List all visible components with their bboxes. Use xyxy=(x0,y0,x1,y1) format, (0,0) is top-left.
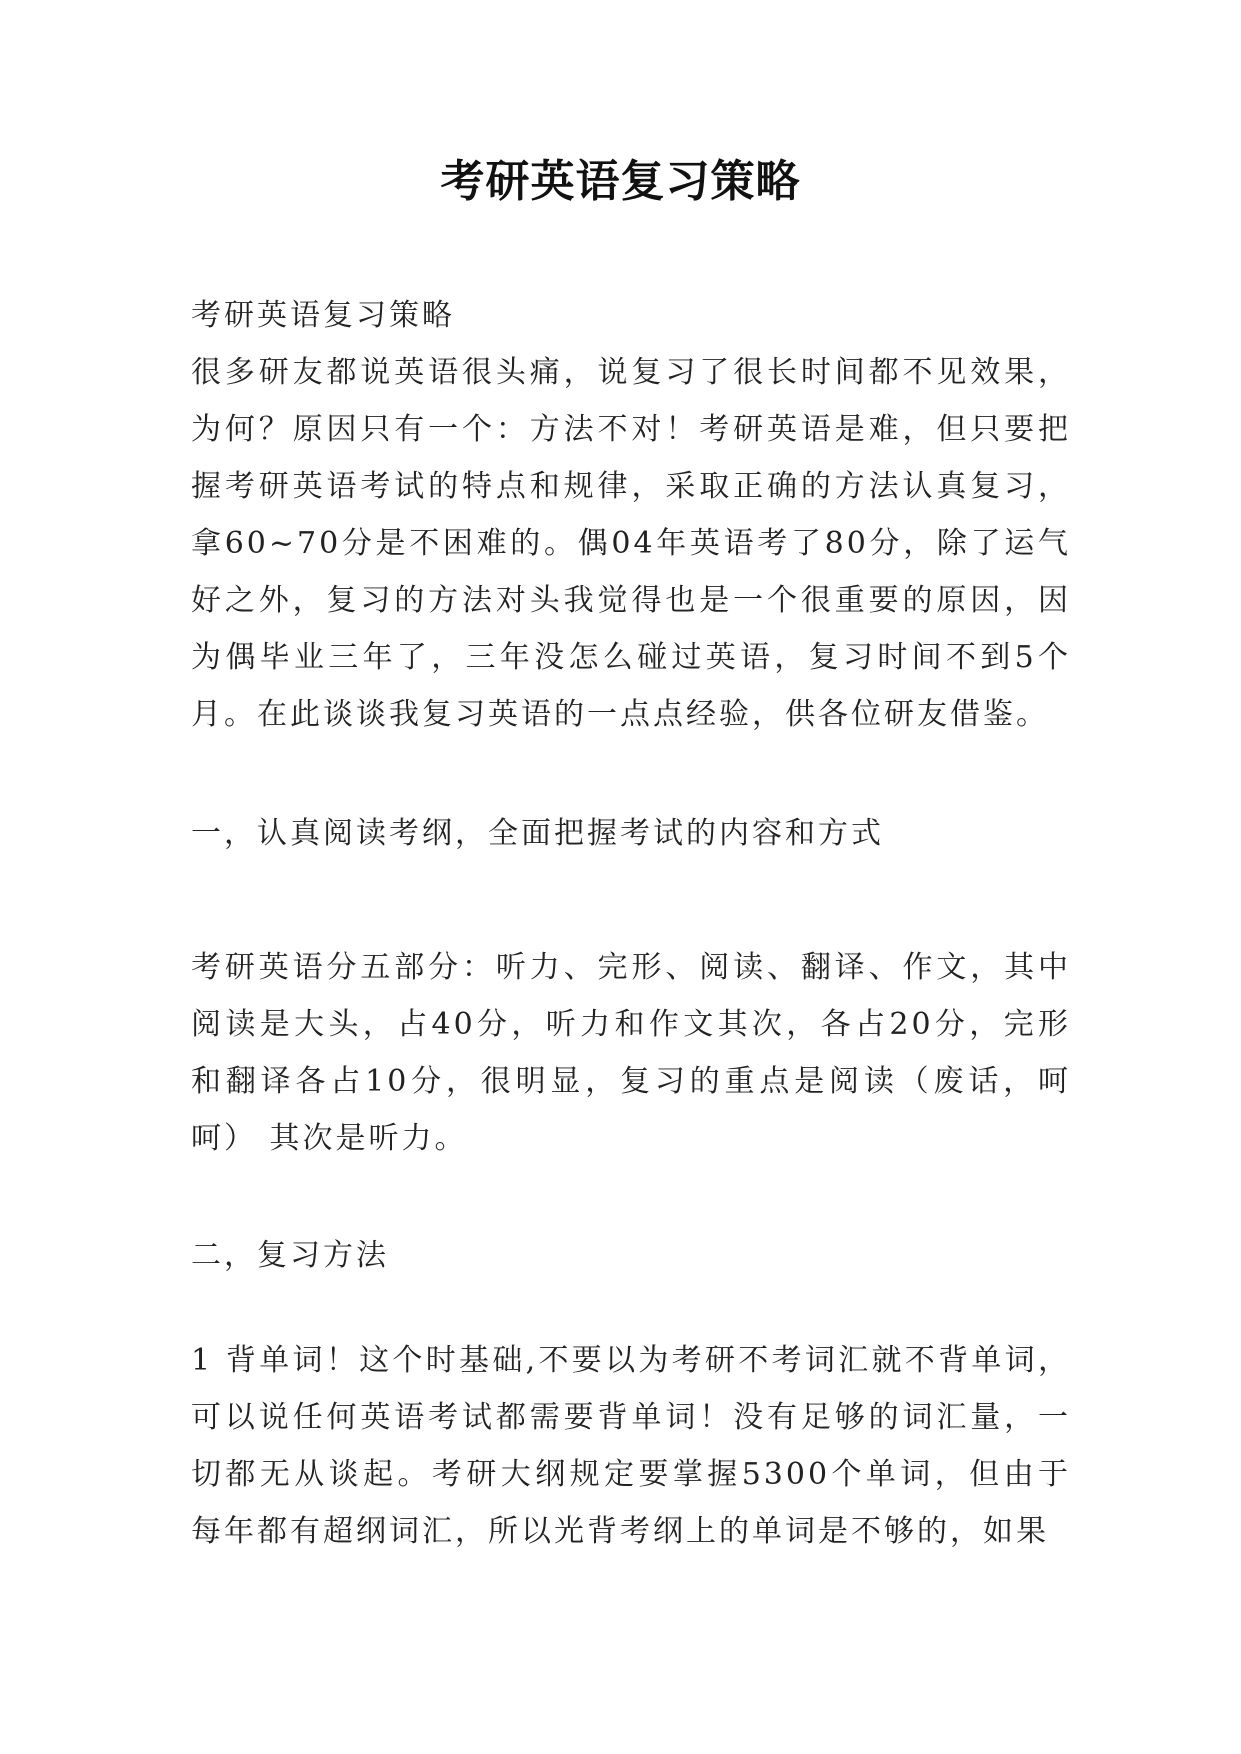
document-subtitle: 考研英语复习策略 xyxy=(191,298,455,333)
section-1-heading: 一，认真阅读考纲，全面把握考试的内容和方式 xyxy=(191,816,884,851)
intro-paragraph: 很多研友都说英语很头痛，说复习了很长时间都不见效果，为何？原因只有一个：方法不对！考研英语是难，但只要把握考研英语考试的特点和规律，采取正确的方法认真复习，拿60~70分是不困难的。偶04年英语考了80分，除了运气好之外，复习的方法对头我觉得也是一个很重要的原因，因为偶毕业三年了，三年没怎么碰过英语，复习时间不到5个月。在此谈谈我复习英语的一点点经验，供各位研友借鉴。 xyxy=(191,355,1071,732)
section-2-heading: 二，复习方法 xyxy=(191,1238,389,1273)
document-title: 考研英语复习策略 xyxy=(440,156,801,207)
section-1-paragraph: 考研英语分五部分：听力、完形、阅读、翻译、作文，其中阅读是大头，占40分，听力和作文其次，各占20分，完形和翻译各占10分，很明显，复习的重点是阅读（废话，呵呵） 其次是听力。 xyxy=(191,950,1071,1156)
method-item-1-paragraph: 1 背单词！这个时基础,不要以为考研不考词汇就不背单词，可以说任何英语考试都需要背单词！没有足够的词汇量，一切都无从谈起。考研大纲规定要掌握5300个单词，但由于每年都有超纲词汇，所以光背考纲上的单词是不够的，如果 xyxy=(191,1343,1071,1549)
